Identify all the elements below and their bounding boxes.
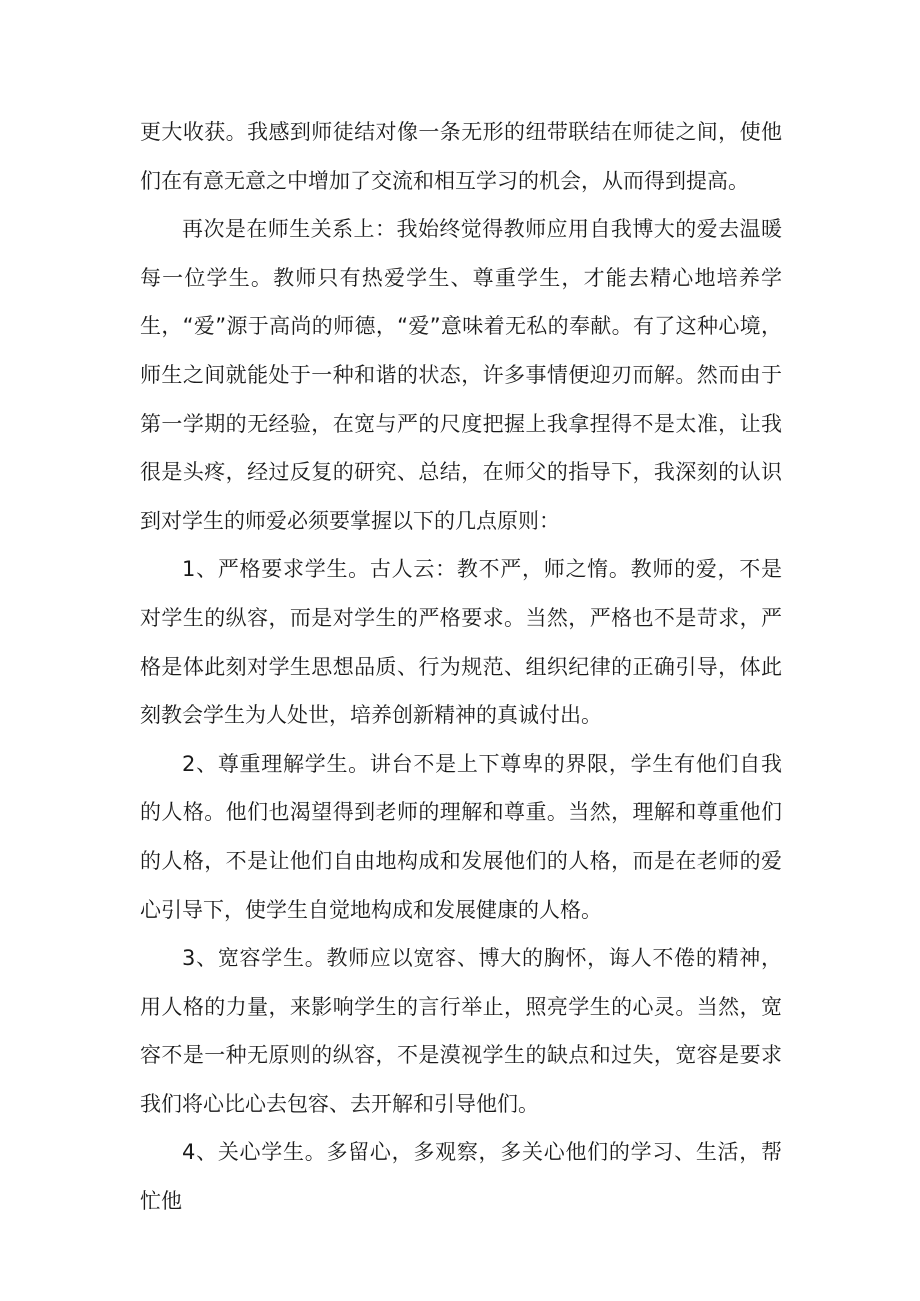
paragraph-continuation: 更大收获。我感到师徒结对像一条无形的纽带联结在师徒之间，使他们在有意无意之中增加了交流和相互学习的机会，从而得到提高。 xyxy=(140,120,782,193)
paragraph-principle-2-respect: 2、尊重理解学生。讲台不是上下尊卑的界限，学生有他们自我的人格。他们也渴望得到老师的理解和尊重。当然，理解和尊重他们的人格，不是让他们自由地构成和发展他们的人格，而是在老师的爱心引导下，使学生自觉地构成和发展健康的人格。 xyxy=(140,751,782,922)
paragraph-principle-1-strict: 1、严格要求学生。古人云：教不严，师之惰。教师的爱，不是对学生的纵容，而是对学生的严格要求。当然，严格也不是苛求，严格是体此刻对学生思想品质、行为规范、组织纪律的正确引导，体此刻教会学生为人处世，培养创新精神的真诚付出。 xyxy=(140,557,782,728)
paragraph-teacher-student-relationship: 再次是在师生关系上：我始终觉得教师应用自我博大的爱去温暖每一位学生。教师只有热爱学生、尊重学生，才能去精心地培养学生，“爱”源于高尚的师德，“爱”意味着无私的奉献。有了这种心境，师生之间就能处于一种和谐的状态，许多事情便迎刃而解。然而由于第一学期的无经验，在宽与严的尺度把握上我拿捏得不是太准，让我很是头疼，经过反复的研究、总结，在师父的指导下，我深刻的认识到对学生的师爱必须要掌握以下的几点原则： xyxy=(140,217,782,533)
paragraph-principle-3-tolerance: 3、宽容学生。教师应以宽容、博大的胸怀，诲人不倦的精神，用人格的力量，来影响学生的言行举止，照亮学生的心灵。当然，宽容不是一种无原则的纵容，不是漠视学生的缺点和过失，宽容是要求我们将心比心去包容、去开解和引导他们。 xyxy=(140,946,782,1116)
document-page xyxy=(140,108,782,1226)
paragraph-principle-4-care: 4、关心学生。多留心，多观察，多关心他们的学习、生活，帮忙他 xyxy=(140,1140,782,1214)
